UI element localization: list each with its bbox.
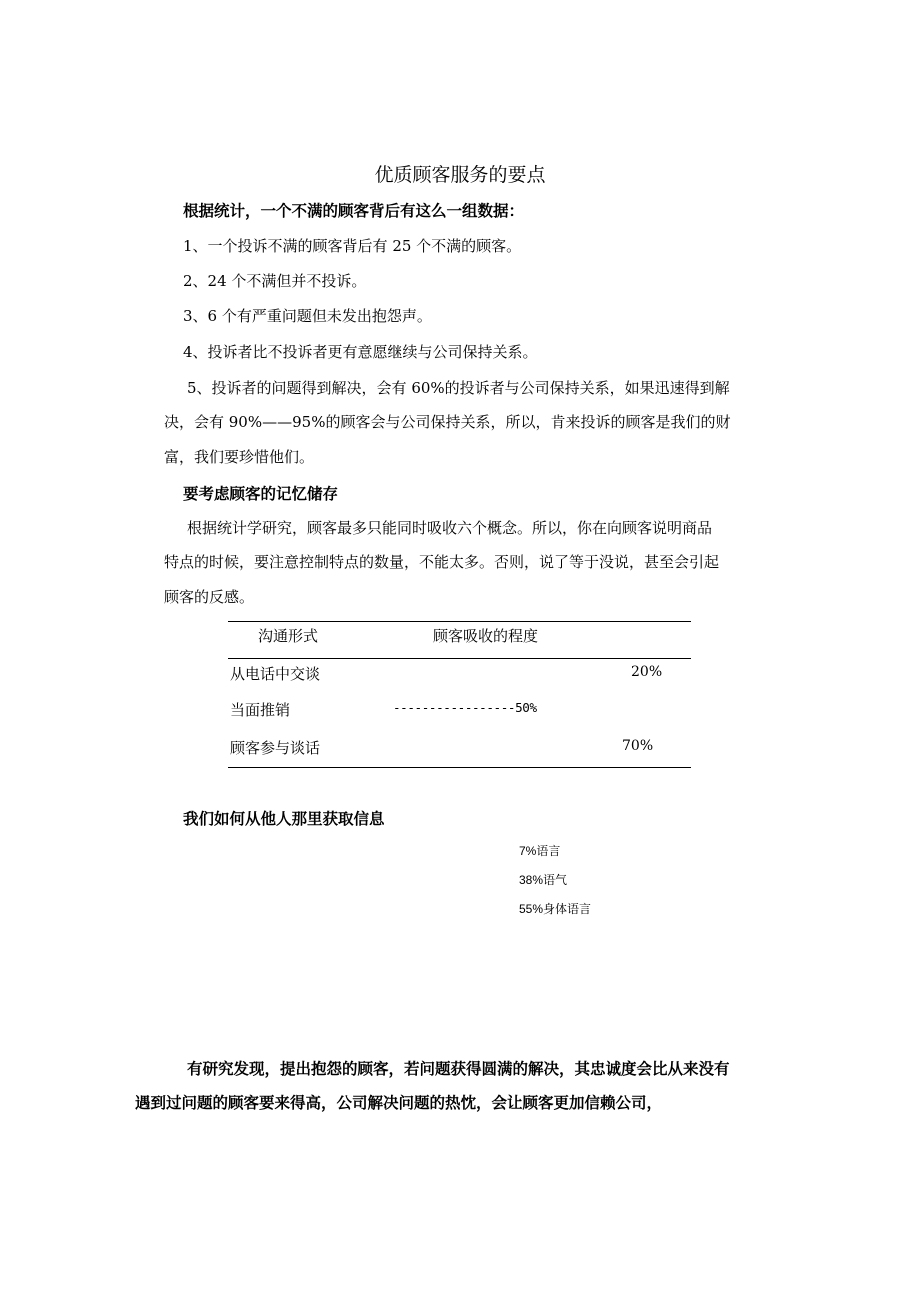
- table-row-form: 从电话中交谈: [230, 665, 321, 683]
- section2-para-line-2: 特点的时候，要注意控制特点的数量，不能太多。否则，说了等于没说，甚至会引起: [164, 553, 720, 571]
- table-row-form: 顾客参与谈话: [230, 739, 321, 757]
- table-row-degree: -----------------50%: [393, 700, 537, 715]
- conclusion-line-2: 遇到过问题的顾客要来得高，公司解决问题的热忱，会让顾客更加信赖公司，: [135, 1094, 663, 1112]
- section1-heading: 根据统计，一个不满的顾客背后有这么一组数据：: [183, 202, 525, 220]
- page-title: 优质顾客服务的要点: [374, 164, 546, 186]
- info-item: 38%语气: [519, 873, 568, 887]
- section2-heading: 要考虑顾客的记忆储存: [183, 485, 339, 503]
- table-header-degree: 顾客吸收的程度: [433, 627, 539, 645]
- section2-para-line-3: 顾客的反感。: [164, 588, 255, 606]
- item5-line-1: 5、投诉者的问题得到解决，会有 60%的投诉者与公司保持关系，如果迅速得到解: [187, 379, 730, 397]
- table-top-rule: [228, 621, 691, 622]
- table-row-form: 当面推销: [230, 701, 291, 719]
- table-row-degree: 20%: [631, 664, 663, 680]
- list-item: 2、24 个不满但并不投诉。: [183, 272, 367, 290]
- info-item: 55%身体语言: [519, 902, 592, 916]
- list-item: 3、6 个有严重问题但未发出抱怨声。: [183, 307, 432, 325]
- conclusion-line-1: 有研究发现，提出抱怨的顾客，若问题获得圆满的解决，其忠诚度会比从来没有: [187, 1060, 730, 1078]
- info-item: 7%语言: [519, 844, 561, 858]
- item5-line-3: 富，我们要珍惜他们。: [164, 448, 315, 466]
- table-bottom-rule: [228, 767, 691, 768]
- section2-para-line-1: 根据统计学研究，顾客最多只能同时吸收六个概念。所以，你在向顾客说明商品: [187, 519, 713, 537]
- table-row-degree: 70%: [622, 738, 654, 754]
- section3-heading: 我们如何从他人那里获取信息: [183, 810, 385, 828]
- item5-line-2: 决，会有 90%——95%的顾客会与公司保持关系，所以，肯来投诉的顾客是我们的财: [164, 413, 731, 431]
- list-item: 4、投诉者比不投诉者更有意愿继续与公司保持关系。: [183, 343, 538, 361]
- table-header-rule: [228, 658, 691, 659]
- table-header-form: 沟通形式: [258, 627, 319, 645]
- list-item: 1、一个投诉不满的顾客背后有 25 个不满的顾客。: [183, 237, 522, 255]
